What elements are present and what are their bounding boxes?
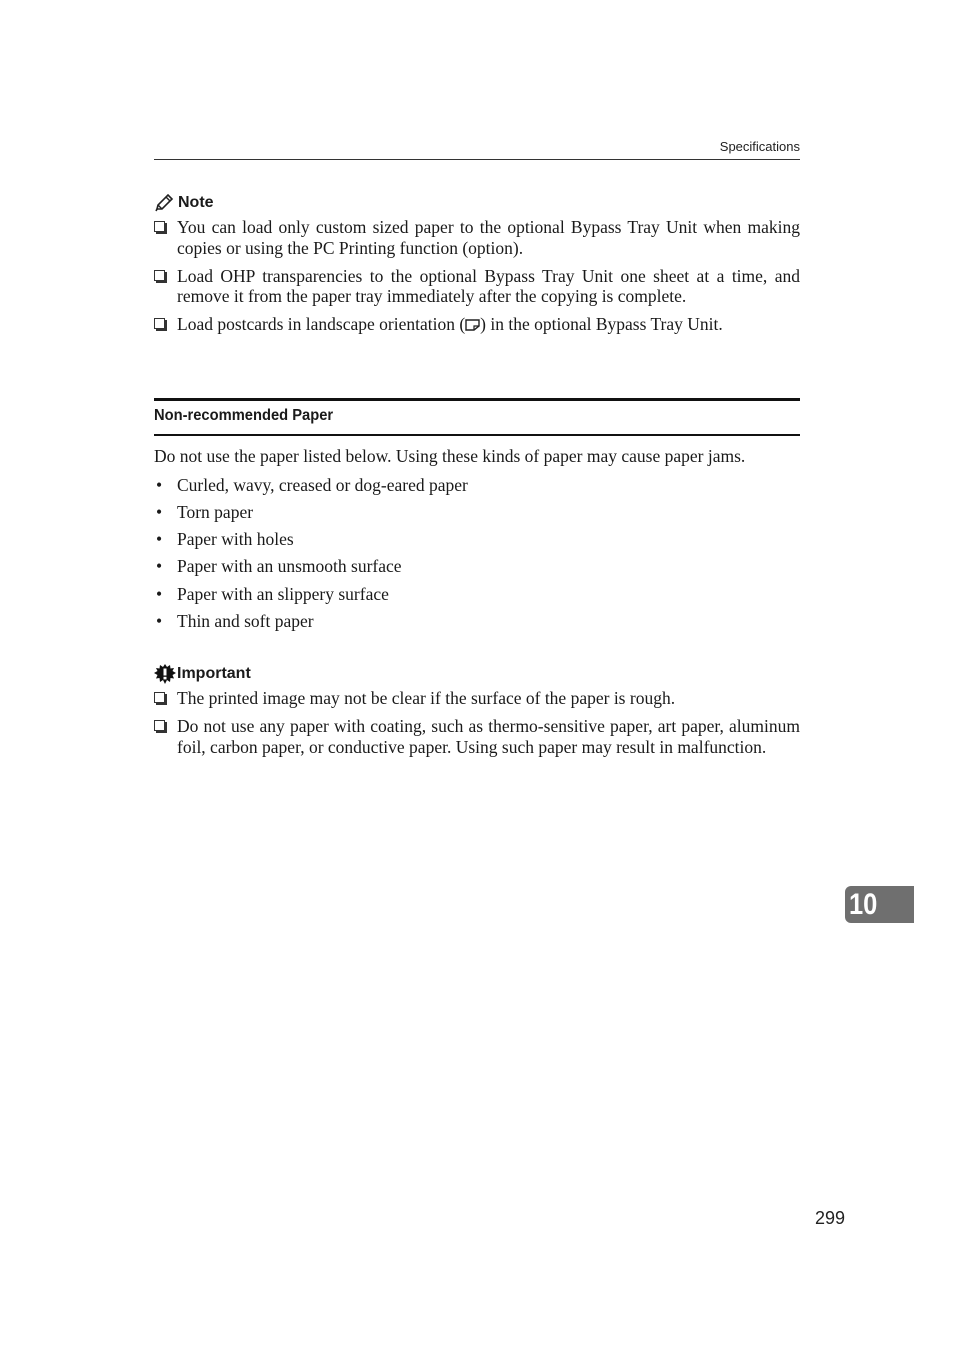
important-callout xyxy=(154,664,800,764)
pencil-icon xyxy=(154,194,174,212)
header-rule xyxy=(154,159,800,160)
important-item-text: Do not use any paper with coating, such as thermo-sensitive paper, art paper, aluminum foil, carbon paper, or conductive paper. Using such paper may result in malfunction. xyxy=(177,715,800,757)
chapter-number: 10 xyxy=(849,888,878,921)
checkbox-icon xyxy=(154,692,165,703)
note-item-text-start: Load postcards in landscape orientation ( xyxy=(177,314,466,335)
important-badge-icon xyxy=(154,664,176,684)
note-list xyxy=(154,217,800,335)
note-item-text: Load OHP transparencies to the optional Bypass Tray Unit one sheet at a time, and remove it from the paper tray immediately after the copying is complete. xyxy=(177,265,800,307)
checkbox-icon xyxy=(154,270,165,281)
list-item: • Torn paper xyxy=(154,502,800,523)
section-heading-bar xyxy=(154,398,800,436)
list-item: • Paper with an slippery surface xyxy=(154,584,800,605)
checkbox-icon xyxy=(154,720,165,731)
important-title xyxy=(154,664,800,684)
section-intro: Do not use the paper listed below. Using these kinds of paper may cause paper jams. xyxy=(154,446,746,466)
chapter-tab xyxy=(845,886,914,923)
note-item xyxy=(154,266,800,308)
checkbox-icon xyxy=(154,318,165,329)
landscape-orientation-icon xyxy=(465,319,480,331)
note-item-text: You can load only custom sized paper to the optional Bypass Tray Unit when making copies or using the PC Printing function (option). xyxy=(177,217,800,258)
note-title xyxy=(154,193,800,213)
list-item: • Paper with an unsmooth surface xyxy=(154,556,800,577)
checkbox-icon xyxy=(154,221,165,232)
note-title-label: Note xyxy=(178,194,214,211)
list-item: • Curled, wavy, creased or dog-eared paper xyxy=(154,475,800,496)
running-header: Specifications xyxy=(719,139,800,154)
note-item xyxy=(154,217,800,259)
section-heading: Non-recommended Paper xyxy=(154,407,334,424)
paper-list xyxy=(154,475,800,632)
important-list xyxy=(154,688,800,757)
note-item-text-end: ) in the optional Bypass Tray Unit. xyxy=(480,314,723,335)
list-item: • Thin and soft paper xyxy=(154,611,800,632)
list-item: • Paper with holes xyxy=(154,529,800,550)
section-body xyxy=(154,446,800,638)
important-item-text: The printed image may not be clear if the surface of the paper is rough. xyxy=(177,688,676,708)
note-callout xyxy=(154,193,800,342)
note-item xyxy=(154,314,800,335)
important-item xyxy=(154,716,800,758)
page-number: 299 xyxy=(814,1208,845,1228)
important-item xyxy=(154,688,800,709)
important-title-label: Important xyxy=(177,665,251,682)
